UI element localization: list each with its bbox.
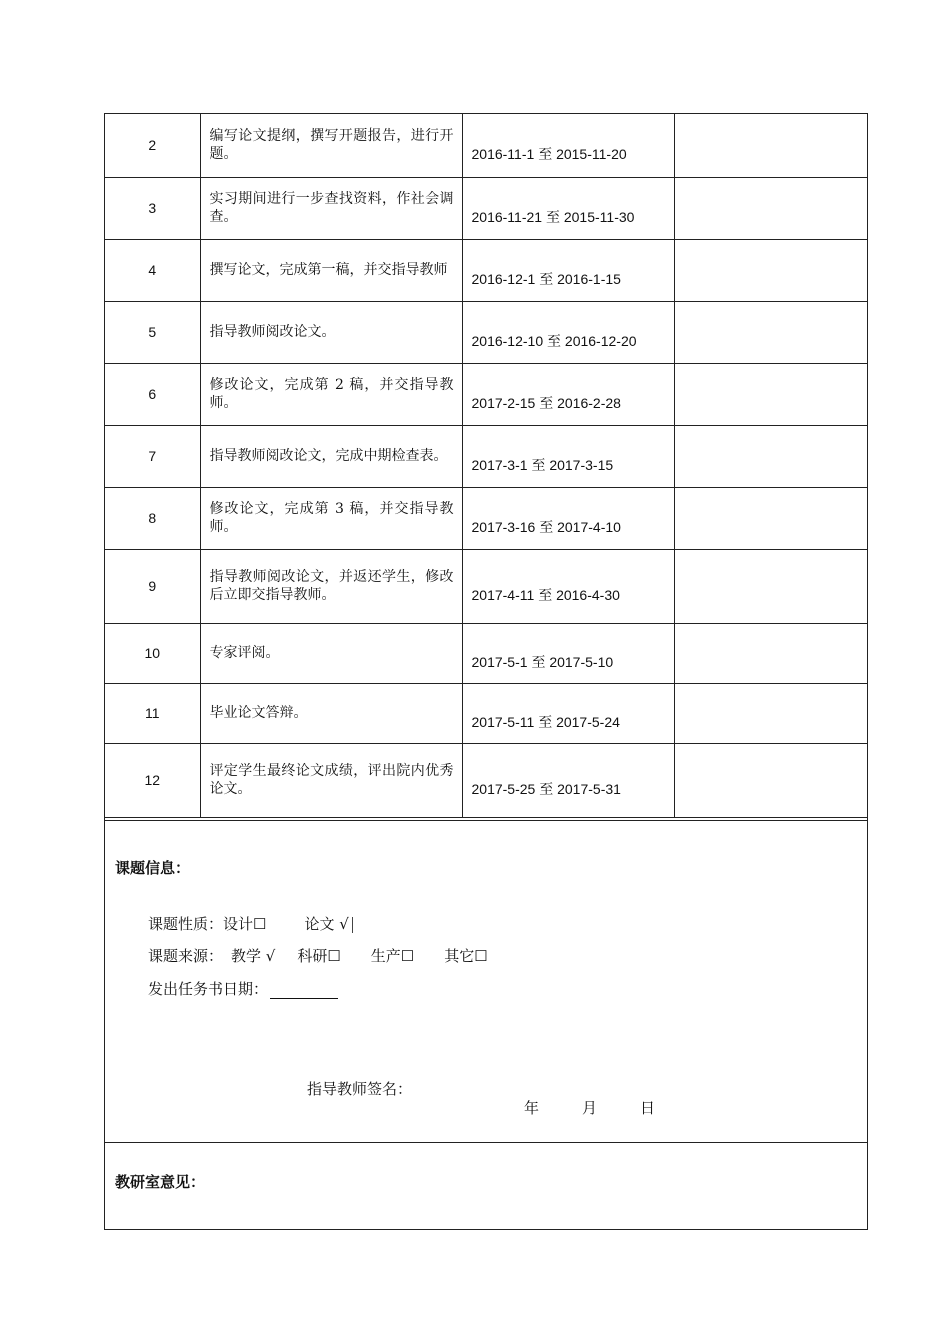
end-date: 2016-4-30 bbox=[556, 587, 620, 603]
remarks-cell[interactable] bbox=[674, 743, 867, 817]
start-date: 2017-5-25 bbox=[471, 781, 536, 797]
office-opinion-heading: 教研室意见： bbox=[115, 1173, 206, 1191]
start-date: 2016-12-1 bbox=[471, 271, 536, 287]
task-description: 专家评阅。 bbox=[200, 623, 462, 683]
end-date: 2017-5-10 bbox=[549, 654, 614, 670]
source-production-option[interactable]: 生产☐ bbox=[370, 947, 415, 965]
task-description: 修改论文，完成第 3 稿，并交指导教师。 bbox=[200, 487, 462, 549]
table-row bbox=[105, 363, 867, 425]
date-separator: 至 bbox=[539, 396, 554, 412]
end-date: 2015-11-20 bbox=[556, 146, 627, 163]
row-number: 6 bbox=[105, 363, 200, 425]
row-number: 4 bbox=[105, 239, 200, 301]
start-date: 2017-3-1 bbox=[471, 457, 528, 473]
row-number: 3 bbox=[105, 177, 200, 239]
task-description: 指导教师阅改论文。 bbox=[200, 301, 462, 363]
row-number: 11 bbox=[105, 683, 200, 743]
text-cursor bbox=[352, 917, 353, 933]
date-separator: 至 bbox=[539, 782, 554, 798]
topic-info-heading: 课题信息： bbox=[115, 859, 191, 877]
task-description: 撰写论文，完成第一稿，并交指导教师 bbox=[200, 239, 462, 301]
start-date: 2017-2-15 bbox=[471, 395, 536, 411]
day-label: 日 bbox=[640, 1099, 656, 1117]
remarks-cell[interactable] bbox=[674, 301, 867, 363]
date-range bbox=[462, 239, 674, 301]
row-number: 9 bbox=[105, 549, 200, 623]
row-number: 5 bbox=[105, 301, 200, 363]
remarks-cell[interactable] bbox=[674, 623, 867, 683]
month-label: 月 bbox=[582, 1099, 598, 1117]
task-description: 评定学生最终论文成绩，评出院内优秀论文。 bbox=[200, 743, 462, 817]
task-description: 实习期间进行一步查找资料，作社会调查。 bbox=[200, 177, 462, 239]
table-row bbox=[105, 623, 867, 683]
issue-date-line bbox=[148, 978, 338, 999]
table-row bbox=[105, 301, 867, 363]
end-date: 2017-4-10 bbox=[557, 519, 621, 535]
office-opinion-section bbox=[105, 1142, 867, 1230]
table-row bbox=[105, 425, 867, 487]
row-number: 2 bbox=[105, 114, 200, 177]
date-separator: 至 bbox=[545, 210, 560, 226]
start-date: 2017-4-11 bbox=[471, 587, 535, 603]
table-row bbox=[105, 177, 867, 239]
start-date: 2016-11-1 bbox=[471, 146, 535, 163]
remarks-cell[interactable] bbox=[674, 549, 867, 623]
topic-source-label: 课题来源： bbox=[148, 947, 224, 965]
end-date: 2017-5-24 bbox=[556, 714, 620, 730]
start-date: 2017-3-16 bbox=[471, 519, 536, 535]
row-number: 10 bbox=[105, 623, 200, 683]
remarks-cell[interactable] bbox=[674, 239, 867, 301]
year-label: 年 bbox=[524, 1099, 540, 1117]
date-range bbox=[462, 425, 674, 487]
remarks-cell[interactable] bbox=[674, 177, 867, 239]
task-description: 修改论文，完成第 2 稿，并交指导教师。 bbox=[200, 363, 462, 425]
remarks-cell[interactable] bbox=[674, 114, 867, 177]
end-date: 2016-2-28 bbox=[557, 395, 621, 411]
remarks-cell[interactable] bbox=[674, 363, 867, 425]
end-date: 2016-1-15 bbox=[557, 271, 621, 287]
date-separator: 至 bbox=[538, 588, 553, 604]
start-date: 2017-5-1 bbox=[471, 654, 528, 670]
date-separator: 至 bbox=[539, 272, 554, 288]
task-description: 指导教师阅改论文，并返还学生，修改后立即交指导教师。 bbox=[200, 549, 462, 623]
date-separator: 至 bbox=[547, 334, 562, 350]
date-range bbox=[462, 549, 674, 623]
nature-thesis-option[interactable]: 论文 √ bbox=[304, 915, 349, 933]
task-description: 编写论文提纲，撰写开题报告，进行开题。 bbox=[200, 114, 462, 177]
source-other-option[interactable]: 其它☐ bbox=[444, 947, 488, 965]
row-number: 7 bbox=[105, 425, 200, 487]
date-separator: 至 bbox=[531, 458, 546, 474]
date-separator: 至 bbox=[538, 147, 553, 164]
date-range bbox=[462, 623, 674, 683]
date-range bbox=[462, 177, 674, 239]
topic-nature-label: 课题性质： bbox=[148, 915, 224, 933]
table-row bbox=[105, 487, 867, 549]
remarks-cell[interactable] bbox=[674, 487, 867, 549]
table-row bbox=[105, 549, 867, 623]
date-separator: 至 bbox=[539, 520, 554, 536]
topic-source-line bbox=[148, 945, 488, 966]
source-teaching-option[interactable]: 教学 √ bbox=[231, 947, 276, 965]
issue-date-field[interactable] bbox=[270, 984, 338, 999]
date-separator: 至 bbox=[538, 715, 553, 731]
date-range bbox=[462, 487, 674, 549]
task-description: 毕业论文答辩。 bbox=[200, 683, 462, 743]
topic-nature-line bbox=[148, 913, 353, 934]
end-date: 2017-5-31 bbox=[557, 781, 621, 797]
start-date: 2016-12-10 bbox=[471, 333, 544, 349]
date-range bbox=[462, 363, 674, 425]
table-row bbox=[105, 743, 867, 817]
topic-info-section bbox=[105, 820, 867, 1143]
nature-design-option[interactable]: 设计☐ bbox=[223, 915, 267, 933]
remarks-cell[interactable] bbox=[674, 683, 867, 743]
table-row bbox=[105, 114, 867, 177]
row-number: 8 bbox=[105, 487, 200, 549]
source-research-option[interactable]: 科研☐ bbox=[297, 947, 341, 965]
table-row bbox=[105, 683, 867, 743]
date-range bbox=[462, 301, 674, 363]
task-form bbox=[104, 113, 868, 1230]
date-range bbox=[462, 743, 674, 817]
date-range bbox=[462, 683, 674, 743]
date-separator: 至 bbox=[531, 655, 546, 671]
start-date: 2016-11-21 bbox=[471, 209, 543, 225]
date-range bbox=[462, 114, 674, 177]
table-row bbox=[105, 239, 867, 301]
end-date: 2017-3-15 bbox=[549, 457, 614, 473]
end-date: 2016-12-20 bbox=[564, 333, 637, 349]
task-description: 指导教师阅改论文，完成中期检查表。 bbox=[200, 425, 462, 487]
issue-date-label: 发出任务书日期： bbox=[148, 980, 269, 998]
row-number: 12 bbox=[105, 743, 200, 817]
start-date: 2017-5-11 bbox=[471, 714, 535, 730]
end-date: 2015-11-30 bbox=[563, 209, 635, 225]
signature-date-line bbox=[524, 1097, 655, 1118]
remarks-cell[interactable] bbox=[674, 425, 867, 487]
schedule-table bbox=[105, 114, 867, 818]
signature-label: 指导教师签名： bbox=[307, 1080, 413, 1098]
